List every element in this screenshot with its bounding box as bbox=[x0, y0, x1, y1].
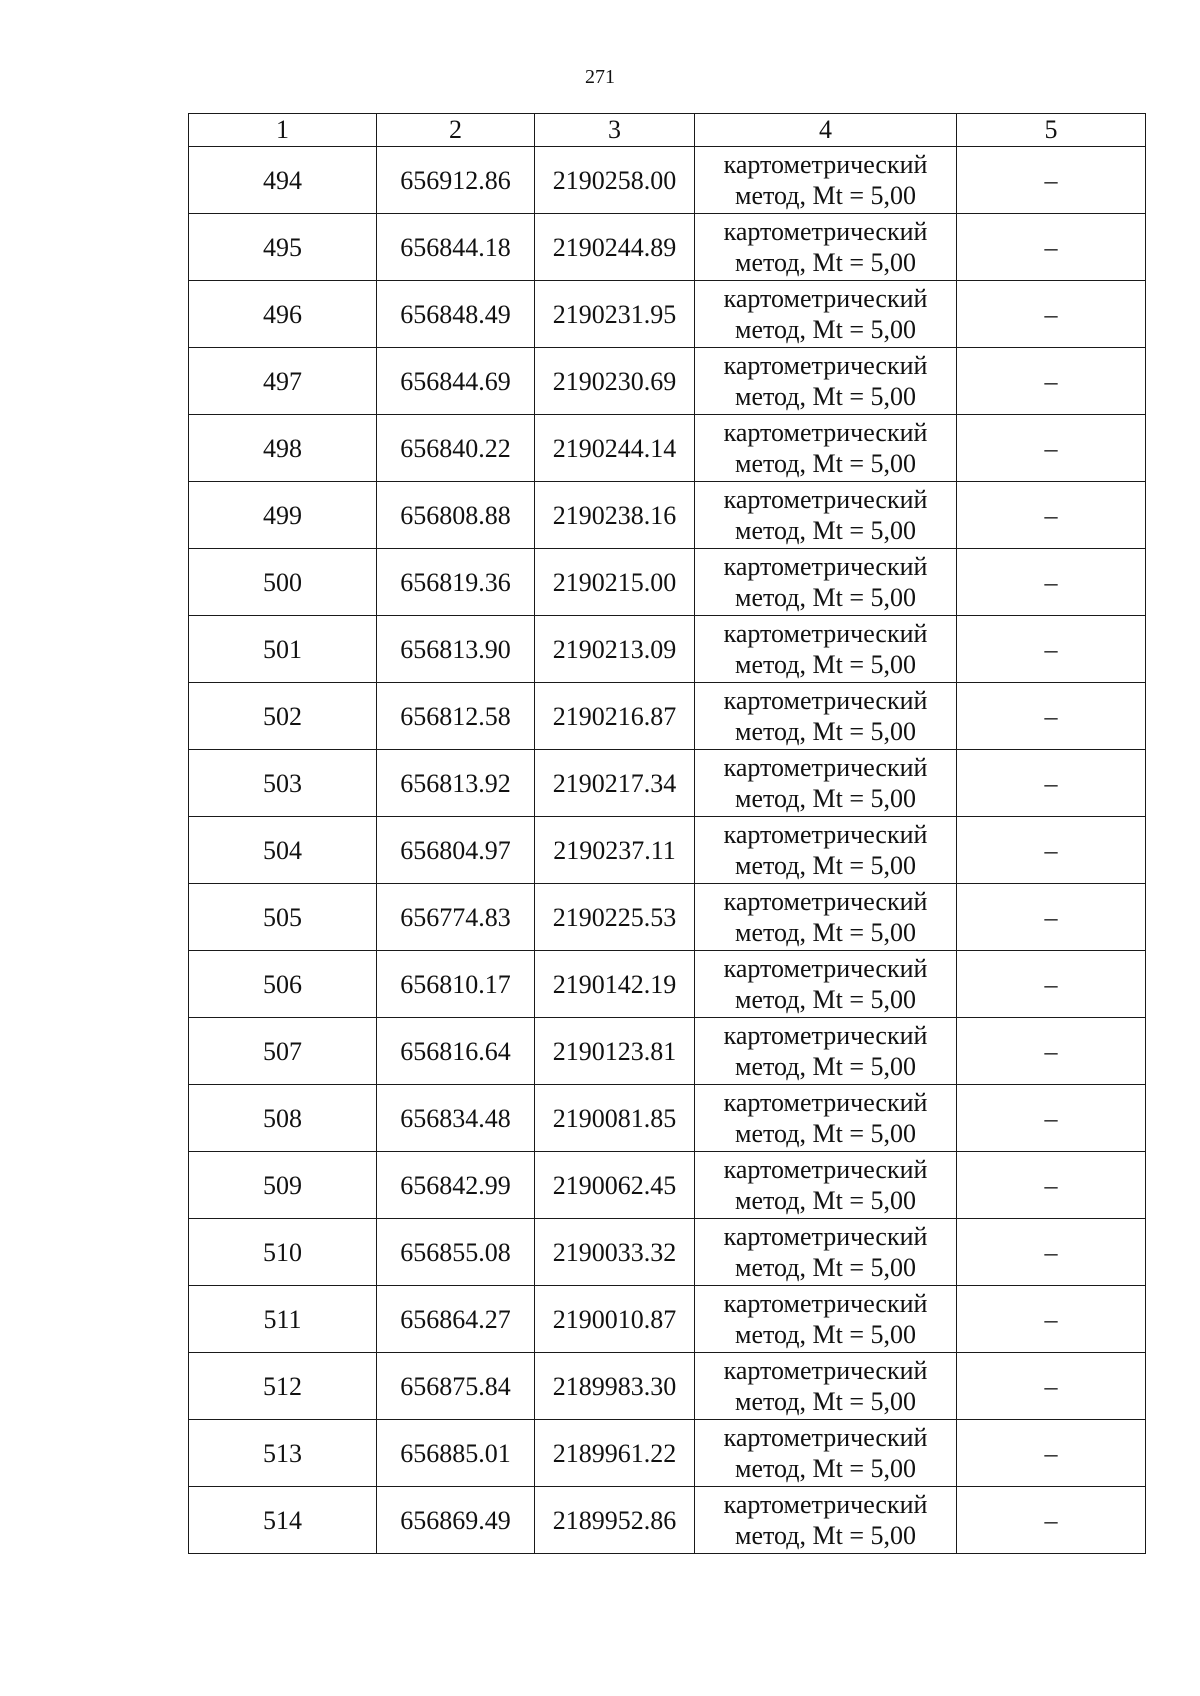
point-number-cell: 510 bbox=[189, 1219, 377, 1286]
point-number-cell: 513 bbox=[189, 1420, 377, 1487]
note-cell: – bbox=[957, 817, 1146, 884]
x-coordinate-cell: 656840.22 bbox=[377, 415, 535, 482]
table-row bbox=[189, 1085, 1146, 1152]
method-accuracy: метод, Mt = 5,00 bbox=[735, 717, 916, 746]
table-row bbox=[189, 683, 1146, 750]
table-header bbox=[189, 114, 1146, 147]
point-number-cell: 505 bbox=[189, 884, 377, 951]
x-coordinate-cell: 656864.27 bbox=[377, 1286, 535, 1353]
method-accuracy: метод, Mt = 5,00 bbox=[735, 382, 916, 411]
method-name: картометрический bbox=[723, 820, 928, 849]
y-coordinate-cell: 2190237.11 bbox=[535, 817, 695, 884]
y-coordinate-cell: 2190231.95 bbox=[535, 281, 695, 348]
point-number-cell: 496 bbox=[189, 281, 377, 348]
method-cell bbox=[695, 884, 957, 951]
method-accuracy: метод, Mt = 5,00 bbox=[735, 1387, 916, 1416]
method-name: картометрический bbox=[723, 619, 928, 648]
table-row bbox=[189, 1152, 1146, 1219]
y-coordinate-cell: 2190216.87 bbox=[535, 683, 695, 750]
method-cell bbox=[695, 1353, 957, 1420]
method-accuracy: метод, Mt = 5,00 bbox=[735, 248, 916, 277]
table-row bbox=[189, 1219, 1146, 1286]
method-name: картометрический bbox=[723, 351, 928, 380]
point-number-cell: 500 bbox=[189, 549, 377, 616]
method-name: картометрический bbox=[723, 1222, 928, 1251]
table-row bbox=[189, 1420, 1146, 1487]
y-coordinate-cell: 2190238.16 bbox=[535, 482, 695, 549]
note-cell: – bbox=[957, 281, 1146, 348]
x-coordinate-cell: 656912.86 bbox=[377, 147, 535, 214]
table-row bbox=[189, 482, 1146, 549]
point-number-cell: 511 bbox=[189, 1286, 377, 1353]
y-coordinate-cell: 2190230.69 bbox=[535, 348, 695, 415]
note-cell: – bbox=[957, 214, 1146, 281]
method-accuracy: метод, Mt = 5,00 bbox=[735, 1454, 916, 1483]
method-accuracy: метод, Mt = 5,00 bbox=[735, 583, 916, 612]
table-row bbox=[189, 214, 1146, 281]
table-row bbox=[189, 1487, 1146, 1554]
x-coordinate-cell: 656842.99 bbox=[377, 1152, 535, 1219]
method-accuracy: метод, Mt = 5,00 bbox=[735, 1253, 916, 1282]
point-number-cell: 504 bbox=[189, 817, 377, 884]
y-coordinate-cell: 2190225.53 bbox=[535, 884, 695, 951]
method-name: картометрический bbox=[723, 1088, 928, 1117]
x-coordinate-cell: 656875.84 bbox=[377, 1353, 535, 1420]
note-cell: – bbox=[957, 616, 1146, 683]
y-coordinate-cell: 2190033.32 bbox=[535, 1219, 695, 1286]
method-cell bbox=[695, 1286, 957, 1353]
method-accuracy: метод, Mt = 5,00 bbox=[735, 851, 916, 880]
method-accuracy: метод, Mt = 5,00 bbox=[735, 449, 916, 478]
table-row bbox=[189, 348, 1146, 415]
table-row bbox=[189, 549, 1146, 616]
method-name: картометрический bbox=[723, 887, 928, 916]
note-cell: – bbox=[957, 1018, 1146, 1085]
method-name: картометрический bbox=[723, 1155, 928, 1184]
y-coordinate-cell: 2190244.89 bbox=[535, 214, 695, 281]
method-accuracy: метод, Mt = 5,00 bbox=[735, 1119, 916, 1148]
x-coordinate-cell: 656813.90 bbox=[377, 616, 535, 683]
table-row bbox=[189, 884, 1146, 951]
method-name: картометрический bbox=[723, 1289, 928, 1318]
method-name: картометрический bbox=[723, 1490, 928, 1519]
x-coordinate-cell: 656810.17 bbox=[377, 951, 535, 1018]
method-cell bbox=[695, 817, 957, 884]
note-cell: – bbox=[957, 482, 1146, 549]
method-accuracy: метод, Mt = 5,00 bbox=[735, 1052, 916, 1081]
method-cell bbox=[695, 750, 957, 817]
method-cell bbox=[695, 415, 957, 482]
point-number-cell: 503 bbox=[189, 750, 377, 817]
method-name: картометрический bbox=[723, 150, 928, 179]
x-coordinate-cell: 656804.97 bbox=[377, 817, 535, 884]
method-accuracy: метод, Mt = 5,00 bbox=[735, 1186, 916, 1215]
x-coordinate-cell: 656774.83 bbox=[377, 884, 535, 951]
table-row bbox=[189, 147, 1146, 214]
method-name: картометрический bbox=[723, 753, 928, 782]
method-accuracy: метод, Mt = 5,00 bbox=[735, 315, 916, 344]
point-number-cell: 502 bbox=[189, 683, 377, 750]
y-coordinate-cell: 2190213.09 bbox=[535, 616, 695, 683]
method-name: картометрический bbox=[723, 954, 928, 983]
method-name: картометрический bbox=[723, 217, 928, 246]
method-accuracy: метод, Mt = 5,00 bbox=[735, 650, 916, 679]
header-row bbox=[189, 114, 1146, 147]
method-cell bbox=[695, 1085, 957, 1152]
y-coordinate-cell: 2189983.30 bbox=[535, 1353, 695, 1420]
method-cell bbox=[695, 482, 957, 549]
header-cell-2: 2 bbox=[377, 114, 535, 147]
method-cell bbox=[695, 1420, 957, 1487]
header-cell-5: 5 bbox=[957, 114, 1146, 147]
note-cell: – bbox=[957, 1085, 1146, 1152]
y-coordinate-cell: 2190244.14 bbox=[535, 415, 695, 482]
header-cell-4: 4 bbox=[695, 114, 957, 147]
point-number-cell: 507 bbox=[189, 1018, 377, 1085]
note-cell: – bbox=[957, 1286, 1146, 1353]
method-cell bbox=[695, 1152, 957, 1219]
page-number: 271 bbox=[585, 66, 615, 88]
y-coordinate-cell: 2190217.34 bbox=[535, 750, 695, 817]
x-coordinate-cell: 656819.36 bbox=[377, 549, 535, 616]
method-cell bbox=[695, 683, 957, 750]
table-row bbox=[189, 817, 1146, 884]
table-row bbox=[189, 951, 1146, 1018]
method-name: картометрический bbox=[723, 1356, 928, 1385]
point-number-cell: 498 bbox=[189, 415, 377, 482]
method-cell bbox=[695, 549, 957, 616]
method-cell bbox=[695, 1487, 957, 1554]
method-name: картометрический bbox=[723, 284, 928, 313]
y-coordinate-cell: 2190258.00 bbox=[535, 147, 695, 214]
x-coordinate-cell: 656885.01 bbox=[377, 1420, 535, 1487]
table-body bbox=[189, 147, 1146, 1554]
header-cell-3: 3 bbox=[535, 114, 695, 147]
y-coordinate-cell: 2190123.81 bbox=[535, 1018, 695, 1085]
note-cell: – bbox=[957, 1420, 1146, 1487]
x-coordinate-cell: 656855.08 bbox=[377, 1219, 535, 1286]
x-coordinate-cell: 656813.92 bbox=[377, 750, 535, 817]
method-accuracy: метод, Mt = 5,00 bbox=[735, 918, 916, 947]
table-row bbox=[189, 1286, 1146, 1353]
y-coordinate-cell: 2190215.00 bbox=[535, 549, 695, 616]
point-number-cell: 509 bbox=[189, 1152, 377, 1219]
x-coordinate-cell: 656816.64 bbox=[377, 1018, 535, 1085]
method-name: картометрический bbox=[723, 686, 928, 715]
coordinates-table bbox=[188, 113, 1146, 1554]
method-cell bbox=[695, 1018, 957, 1085]
method-accuracy: метод, Mt = 5,00 bbox=[735, 181, 916, 210]
y-coordinate-cell: 2190010.87 bbox=[535, 1286, 695, 1353]
method-name: картометрический bbox=[723, 485, 928, 514]
header-cell-1: 1 bbox=[189, 114, 377, 147]
method-accuracy: метод, Mt = 5,00 bbox=[735, 1521, 916, 1550]
note-cell: – bbox=[957, 1353, 1146, 1420]
note-cell: – bbox=[957, 951, 1146, 1018]
point-number-cell: 497 bbox=[189, 348, 377, 415]
y-coordinate-cell: 2190142.19 bbox=[535, 951, 695, 1018]
y-coordinate-cell: 2190081.85 bbox=[535, 1085, 695, 1152]
note-cell: – bbox=[957, 1219, 1146, 1286]
method-cell bbox=[695, 147, 957, 214]
method-name: картометрический bbox=[723, 1021, 928, 1050]
method-cell bbox=[695, 1219, 957, 1286]
x-coordinate-cell: 656848.49 bbox=[377, 281, 535, 348]
table-row bbox=[189, 415, 1146, 482]
y-coordinate-cell: 2189952.86 bbox=[535, 1487, 695, 1554]
note-cell: – bbox=[957, 415, 1146, 482]
method-cell bbox=[695, 281, 957, 348]
note-cell: – bbox=[957, 683, 1146, 750]
table-row bbox=[189, 1018, 1146, 1085]
method-name: картометрический bbox=[723, 552, 928, 581]
method-accuracy: метод, Mt = 5,00 bbox=[735, 985, 916, 1014]
point-number-cell: 512 bbox=[189, 1353, 377, 1420]
method-name: картометрический bbox=[723, 1423, 928, 1452]
point-number-cell: 499 bbox=[189, 482, 377, 549]
note-cell: – bbox=[957, 750, 1146, 817]
method-accuracy: метод, Mt = 5,00 bbox=[735, 784, 916, 813]
point-number-cell: 508 bbox=[189, 1085, 377, 1152]
point-number-cell: 514 bbox=[189, 1487, 377, 1554]
x-coordinate-cell: 656844.69 bbox=[377, 348, 535, 415]
method-accuracy: метод, Mt = 5,00 bbox=[735, 516, 916, 545]
x-coordinate-cell: 656812.58 bbox=[377, 683, 535, 750]
x-coordinate-cell: 656844.18 bbox=[377, 214, 535, 281]
note-cell: – bbox=[957, 1487, 1146, 1554]
point-number-cell: 501 bbox=[189, 616, 377, 683]
y-coordinate-cell: 2190062.45 bbox=[535, 1152, 695, 1219]
note-cell: – bbox=[957, 549, 1146, 616]
method-cell bbox=[695, 348, 957, 415]
table-row bbox=[189, 750, 1146, 817]
table-row bbox=[189, 281, 1146, 348]
y-coordinate-cell: 2189961.22 bbox=[535, 1420, 695, 1487]
point-number-cell: 494 bbox=[189, 147, 377, 214]
method-name: картометрический bbox=[723, 418, 928, 447]
table-row bbox=[189, 1353, 1146, 1420]
method-cell bbox=[695, 214, 957, 281]
table-row bbox=[189, 616, 1146, 683]
note-cell: – bbox=[957, 147, 1146, 214]
x-coordinate-cell: 656808.88 bbox=[377, 482, 535, 549]
x-coordinate-cell: 656834.48 bbox=[377, 1085, 535, 1152]
x-coordinate-cell: 656869.49 bbox=[377, 1487, 535, 1554]
note-cell: – bbox=[957, 884, 1146, 951]
point-number-cell: 506 bbox=[189, 951, 377, 1018]
note-cell: – bbox=[957, 348, 1146, 415]
note-cell: – bbox=[957, 1152, 1146, 1219]
method-cell bbox=[695, 616, 957, 683]
point-number-cell: 495 bbox=[189, 214, 377, 281]
method-accuracy: метод, Mt = 5,00 bbox=[735, 1320, 916, 1349]
method-cell bbox=[695, 951, 957, 1018]
